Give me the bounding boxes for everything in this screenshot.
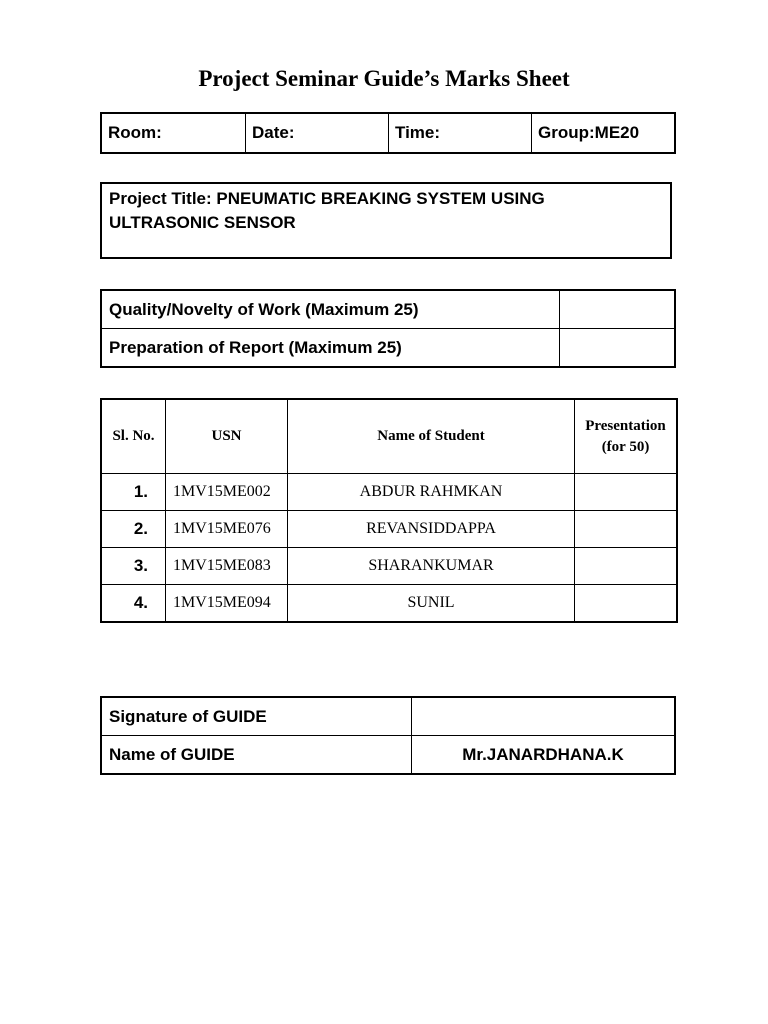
project-title-box <box>100 182 672 259</box>
row-usn: 1MV15ME002 <box>165 473 287 510</box>
header-presentation <box>574 400 676 473</box>
room-cell: Room: <box>108 123 162 142</box>
table-row <box>102 584 676 621</box>
group-cell: Group:ME20 <box>531 114 674 152</box>
table-row <box>102 547 676 584</box>
header-name: Name of Student <box>287 400 574 473</box>
time-cell: Time: <box>388 114 531 152</box>
guide-signature-value <box>411 698 674 735</box>
row-usn: 1MV15ME083 <box>165 547 287 584</box>
row-name: SHARANKUMAR <box>287 547 574 584</box>
header-slno: Sl. No. <box>112 428 155 444</box>
guide-signature-label: Signature of GUIDE <box>109 706 267 726</box>
row-presentation <box>574 473 676 510</box>
page-title: Project Seminar Guide’s Marks Sheet <box>198 66 570 91</box>
table-header-row <box>102 400 676 473</box>
row-name: SUNIL <box>287 584 574 621</box>
row-presentation <box>574 547 676 584</box>
row-presentation <box>574 584 676 621</box>
row-name: ABDUR RAHMKAN <box>287 473 574 510</box>
header-usn: USN <box>165 400 287 473</box>
header-presentation-line-2: (for 50) <box>601 438 650 455</box>
project-title-line-1: Project Title: PNEUMATIC BREAKING SYSTEM USING <box>109 189 545 208</box>
row-slno: 1. <box>102 473 165 510</box>
row-name: REVANSIDDAPPA <box>287 510 574 547</box>
marks-table <box>100 289 676 368</box>
guide-table <box>100 696 676 775</box>
quality-label: Quality/Novelty of Work (Maximum 25) <box>109 299 419 319</box>
quality-value <box>559 291 674 328</box>
project-title-line-2: ULTRASONIC SENSOR <box>109 213 296 232</box>
row-usn: 1MV15ME076 <box>165 510 287 547</box>
session-info-table <box>100 112 676 154</box>
students-table <box>100 398 678 623</box>
table-row <box>102 510 676 547</box>
row-slno: 2. <box>102 510 165 547</box>
row-presentation <box>574 510 676 547</box>
row-usn: 1MV15ME094 <box>165 584 287 621</box>
header-presentation-line-1: Presentation <box>585 417 666 434</box>
report-label: Preparation of Report (Maximum 25) <box>102 328 559 366</box>
row-slno: 3. <box>102 547 165 584</box>
guide-name-label: Name of GUIDE <box>102 735 411 773</box>
table-row <box>102 473 676 510</box>
report-value <box>559 328 674 366</box>
guide-name-value: Mr.JANARDHANA.K <box>411 735 674 773</box>
row-slno: 4. <box>102 584 165 621</box>
date-cell: Date: <box>245 114 388 152</box>
